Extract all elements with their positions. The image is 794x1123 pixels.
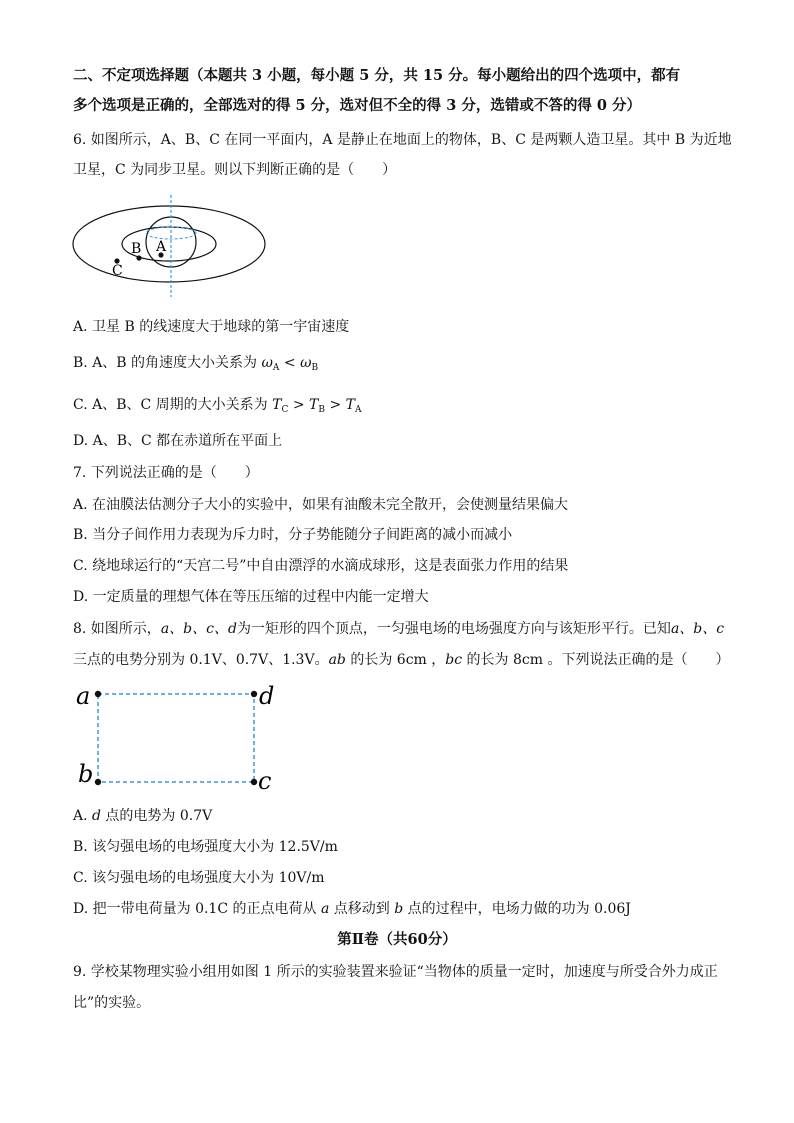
q6-option-c: C. A、B、C 周期的大小关系为 $T_C > T_B > T_A$ <box>73 397 362 415</box>
q8-rectangle-diagram <box>72 680 282 796</box>
label-a: a <box>76 682 91 710</box>
q6-orbit-diagram <box>72 193 298 299</box>
q9-line2: 比”的实验。 <box>73 995 151 1011</box>
part2-title: 第Ⅱ卷（共60分） <box>337 931 457 948</box>
label-c: c <box>258 767 272 795</box>
q9-line1: 9. 学校某物理实验小组用如图 1 所示的实验装置来验证“当物体的质量一定时，加速度与所受合外力成正 <box>73 964 718 980</box>
q7-stem: 7. 下列说法正确的是（ ） <box>73 465 259 481</box>
label-d: d <box>259 682 275 710</box>
vertex-d <box>251 691 257 697</box>
q6-stem-line1: 6. 如图所示，A、B、C 在同一平面内，A 是静止在地面上的物体，B、C 是两颗人造卫星。其中 B 为近地 <box>73 132 732 148</box>
q8-option-d: D. 把一带电荷量为 0.1C 的正点电荷从 a 点移动到 b 点的过程中，电场力做的功为 0.06J <box>73 901 631 917</box>
label-a: A <box>156 239 167 255</box>
q7-option-b: B. 当分子间作用力表现为斥力时，分子势能随分子间距离的减小而减小 <box>73 527 513 543</box>
q8-stem-line1: 8. 如图所示，a、b、c、d为一矩形的四个顶点，一匀强电场的电场强度方向与该矩形平行。已知a、b、c <box>73 621 725 637</box>
q8-stem-line2: 三点的电势分别为 0.1V、0.7V、1.3V。ab 的长为 6cm ，bc 的长为 8cm 。下列说法正确的是（ ） <box>73 652 730 668</box>
section-header-line2: 多个选项是正确的，全部选对的得 5 分，选对但不全的得 3 分，选错或不答的得 0 分） <box>73 97 642 114</box>
q7-option-a: A. 在油膜法估测分子大小的实验中，如果有油酸未完全散开，会使测量结果偏大 <box>73 497 569 513</box>
label-c: C <box>112 263 123 279</box>
label-b: B <box>131 241 142 257</box>
vertex-c <box>251 779 257 785</box>
q6-option-b: B. A、B 的角速度大小关系为 $\omega_A < \omega_B$ <box>73 355 319 373</box>
q8-option-a: A. d 点的电势为 0.7V <box>73 808 213 824</box>
dashed-rectangle <box>98 694 254 782</box>
q7-option-d: D. 一定质量的理想气体在等压压缩的过程中内能一定增大 <box>73 589 429 605</box>
q6-option-a: A. 卫星 B 的线速度大于地球的第一宇宙速度 <box>73 319 350 335</box>
q6-stem-line2: 卫星，C 为同步卫星。则以下判断正确的是（ ） <box>73 162 397 178</box>
vertex-b <box>95 779 101 785</box>
q7-option-c: C. 绕地球运行的“天宫二号”中自由漂浮的水滴成球形，这是表面张力作用的结果 <box>73 558 569 574</box>
q8-option-c: C. 该匀强电场的电场强度大小为 10V/m <box>73 870 325 886</box>
q8-option-b: B. 该匀强电场的电场强度大小为 12.5V/m <box>73 839 338 855</box>
label-b: b <box>78 760 94 788</box>
q6-option-d: D. A、B、C 都在赤道所在平面上 <box>73 433 283 449</box>
vertex-a <box>95 691 101 697</box>
section-header-line1: 二、不定项选择题（本题共 3 小题，每小题 5 分，共 15 分。每小题给出的四个选项中，都有 <box>73 67 681 84</box>
